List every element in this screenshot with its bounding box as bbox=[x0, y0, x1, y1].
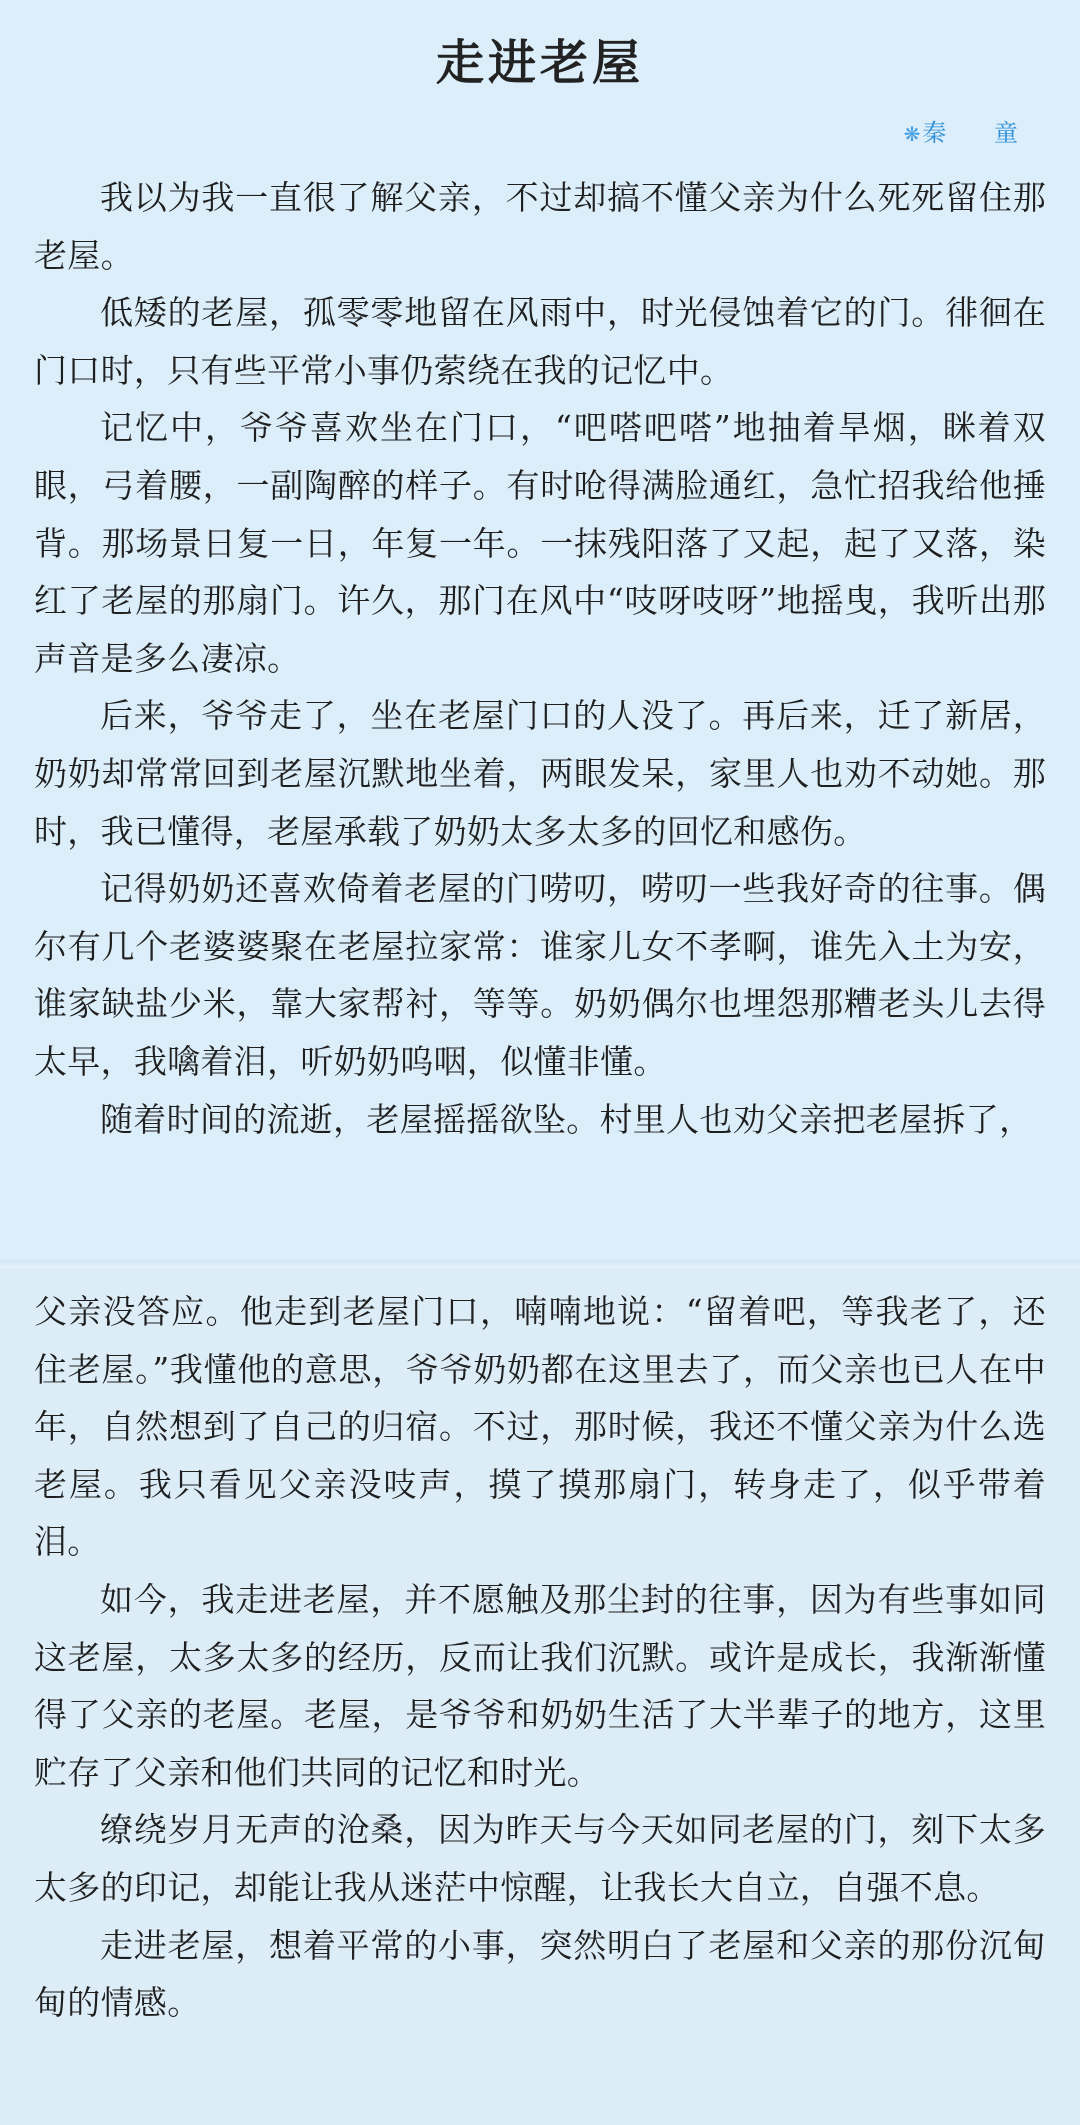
page-seam-divider bbox=[0, 1260, 1080, 1268]
paragraph: 记忆中，爷爷喜欢坐在门口，“吧嗒吧嗒”地抽着旱烟，眯着双眼，弓着腰，一副陶醉的样子。有时呛得满脸通红，急忙招我给他捶背。那场景日复一日，年复一年。一抹残阳落了又起，起了又落，染红了老屋的那扇门。许久，那门在风中“吱呀吱呀”地摇曳，我听出那声音是多么凄凉。 bbox=[34, 408, 1046, 678]
article-body-bottom bbox=[34, 1268, 1046, 2032]
paragraph: 低矮的老屋，孤零零地留在风雨中，时光侵蚀着它的门。徘徊在门口时，只有些平常小事仍萦绕在我的记忆中。 bbox=[34, 293, 1046, 390]
paragraph: 我以为我一直很了解父亲，不过却搞不懂父亲为什么死死留住那老屋。 bbox=[34, 178, 1046, 275]
article-title: 走进老屋 bbox=[435, 35, 644, 91]
author-flower-icon: ❋ bbox=[903, 122, 921, 146]
paragraph: 如今，我走进老屋，并不愿触及那尘封的往事，因为有些事如同这老屋，太多太多的经历，反而让我们沉默。或许是成长，我渐渐懂得了父亲的老屋。老屋，是爷爷和奶奶生活了大半辈子的地方，这里贮存了父亲和他们共同的记忆和时光。 bbox=[34, 1579, 1046, 1792]
article-body-top bbox=[34, 169, 1046, 1148]
author-line bbox=[34, 116, 1046, 151]
paragraph: 走进老屋，想着平常的小事，突然明白了老屋和父亲的那份沉甸甸的情感。 bbox=[34, 1925, 1046, 2023]
paragraph: 父亲没答应。他走到老屋门口，喃喃地说：“留着吧，等我老了，还住老屋。”我懂他的意思，爷爷奶奶都在这里去了，而父亲也已人在中年，自然想到了自己的归宿。不过，那时候，我还不懂父亲为什么选老屋。我只看见父亲没吱声，摸了摸那扇门，转身走了，似乎带着泪。 bbox=[34, 1292, 1046, 1562]
author-name: 秦 童 bbox=[922, 119, 1038, 147]
article-bottom-section bbox=[0, 1268, 1080, 2125]
paragraph: 随着时间的流逝，老屋摇摇欲坠。村里人也劝父亲把老屋拆了， bbox=[100, 1099, 1033, 1139]
paragraph: 缭绕岁月无声的沧桑，因为昨天与今天如同老屋的门，刻下太多太多的印记，却能让我从迷茫中惊醒，让我长大自立，自强不息。 bbox=[34, 1810, 1046, 1907]
paragraph: 记得奶奶还喜欢倚着老屋的门唠叨，唠叨一些我好奇的往事。偶尔有几个老婆婆聚在老屋拉家常：谁家儿女不孝啊，谁先入土为安，谁家缺盐少米，靠大家帮衬，等等。奶奶偶尔也埋怨那糟老头儿去得太早，我噙着泪，听奶奶呜咽，似懂非懂。 bbox=[34, 869, 1046, 1081]
paragraph: 后来，爷爷走了，坐在老屋门口的人没了。再后来，迁了新居，奶奶却常常回到老屋沉默地坐着，两眼发呆，家里人也劝不动她。那时，我已懂得，老屋承载了奶奶太多太多的回忆和感伤。 bbox=[34, 696, 1046, 851]
